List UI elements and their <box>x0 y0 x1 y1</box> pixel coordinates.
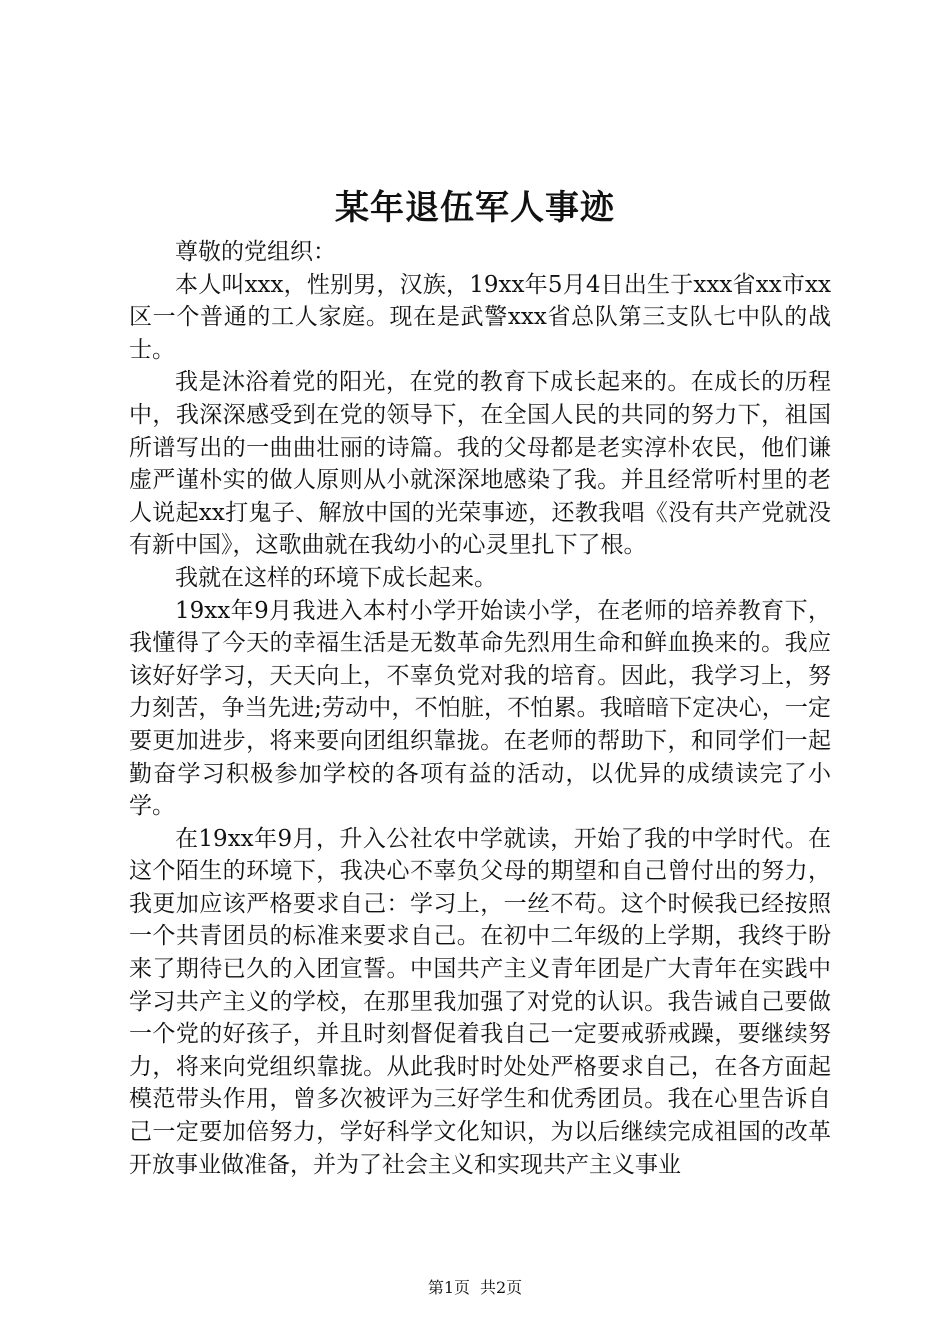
primary-school-paragraph: 19xx年9月我进入本村小学开始读小学，在老师的培养教育下，我懂得了今天的幸福生活是无数革命先烈用生命和鲜血换来的。我应该好好学习，天天向上，不辜负党对我的培育。因此，我学习上，努力刻苦，争当先进;劳动中，不怕脏，不怕累。我暗暗下定决心，一定要更加进步，将来要向团组织靠拢。在老师的帮助下，和同学们一起勤奋学习积极参加学校的各项有益的活动，以优异的成绩读完了小学。 <box>129 597 831 820</box>
upbringing-paragraph: 我是沐浴着党的阳光，在党的教育下成长起来的。在成长的历程中，我深深感受到在党的领导下，在全国人民的共同的努力下，祖国所谱写出的一曲曲壮丽的诗篇。我的父母都是老实淳朴农民，他们谦虚严谨朴实的做人原则从小就深深地感染了我。并且经常听村里的老人说起xx打鬼子、解放中国的光荣事迹，还教我唱《没有共产党就没有新中国》，这歌曲就在我幼小的心灵里扎下了根。 <box>129 369 831 559</box>
page-total: 共2页 <box>480 1278 523 1297</box>
document-title: 某年退伍军人事迹 <box>335 188 615 228</box>
document-body <box>129 236 831 1181</box>
intro-paragraph: 本人叫xxx，性别男，汉族，19xx年5月4日出生于xxx省xx市xx区一个普通的工人家庭。现在是武警xxx省总队第三支队七中队的战士。 <box>129 271 831 363</box>
page-number: 第1页 <box>427 1278 470 1297</box>
page-footer <box>0 1278 950 1298</box>
greeting-paragraph: 尊敬的党组织： <box>175 239 336 265</box>
growth-paragraph: 我就在这样的环境下成长起来。 <box>175 564 497 591</box>
middle-school-paragraph: 在19xx年9月，升入公社农中学就读，开始了我的中学时代。在这个陌生的环境下，我决心不辜负父母的期望和自己曾付出的努力，我更加应该严格要求自己：学习上，一丝不苟。这个时候我已经按照一个共青团员的标准来要求自己。在初中二年级的上学期，我终于盼来了期待已久的入团宣誓。中国共产主义青年团是广大青年在实践中学习共产主义的学校，在那里我加强了对党的认识。我告诫自己要做一个党的好孩子，并且时刻督促着我自己一定要戒骄戒躁，要继续努力，将来向党组织靠拢。从此我时时处处严格要求自己，在各方面起模范带头作用，曾多次被评为三好学生和优秀团员。我在心里告诉自己一定要加倍努力，学好科学文化知识，为以后继续完成祖国的改革开放事业做准备，并为了社会主义和实现共产主义事业 <box>129 825 831 1178</box>
